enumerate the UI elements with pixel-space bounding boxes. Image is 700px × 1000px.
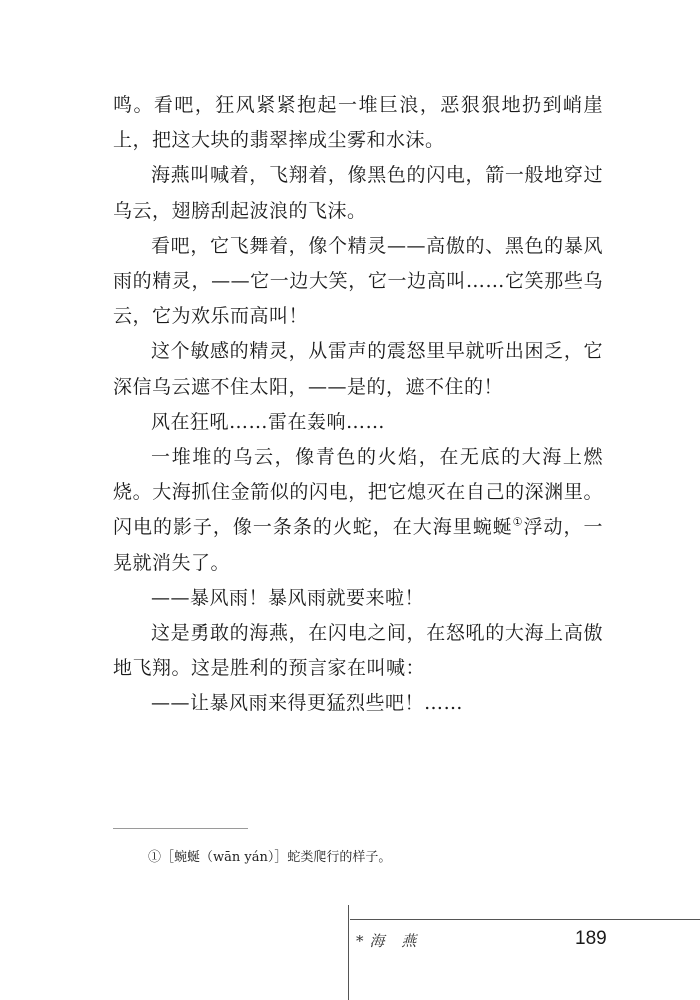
paragraph-3: 看吧，它飞舞着，像个精灵——高傲的、黑色的暴风雨的精灵，——它一边大笑，它一边高叫……它笑那些乌云，它为欢乐而高叫！: [113, 234, 603, 328]
paragraph-9: ——让暴风雨来得更猛烈些吧！……: [151, 692, 464, 715]
footnote-divider: [113, 828, 248, 829]
footer-horizontal-rule: [350, 919, 700, 920]
paragraph-6: [113, 440, 603, 581]
paragraph-4: 这个敏感的精灵，从雷声的震怒里早就听出困乏，它深信乌云遮不住太阳，——是的，遮不住的！: [113, 340, 603, 398]
body-text: [113, 88, 603, 722]
page-number: 189: [575, 928, 607, 949]
paragraph-7: ——暴风雨！暴风雨就要来啦！: [151, 586, 425, 609]
paragraph-8: 这是勇敢的海燕，在闪电之间，在怒吼的大海上高傲地飞翔。这是胜利的预言家在叫喊：: [113, 622, 603, 680]
paragraph-6-text-before: 一堆堆的乌云，像青色的火焰，在无底的大海上燃烧。大海抓住金箭似的闪电，把它熄灭在自己的深渊里。闪电的影子，像一条条的火蛇，在大海里蜿蜒: [113, 446, 603, 539]
footnote-reference-marker: ①: [512, 516, 524, 530]
footnote: ①［蜿蜒（wān yán）］蛇类爬行的样子。: [148, 850, 392, 865]
running-head: *海 燕: [356, 932, 423, 950]
paragraph-1: 鸣。看吧，狂风紧紧抱起一堆巨浪，恶狠狠地扔到峭崖上，把这大块的翡翠摔成尘雾和水沫。: [113, 94, 603, 152]
paragraph-5: 风在狂吼……雷在轰响……: [151, 410, 386, 433]
paragraph-2: 海燕叫喊着，飞翔着，像黑色的闪电，箭一般地穿过乌云，翅膀刮起波浪的飞沫。: [113, 164, 603, 222]
footer-vertical-rule: [348, 905, 349, 1000]
paragraph-6-text-after: 浮动，一晃就消失了。: [113, 516, 603, 574]
